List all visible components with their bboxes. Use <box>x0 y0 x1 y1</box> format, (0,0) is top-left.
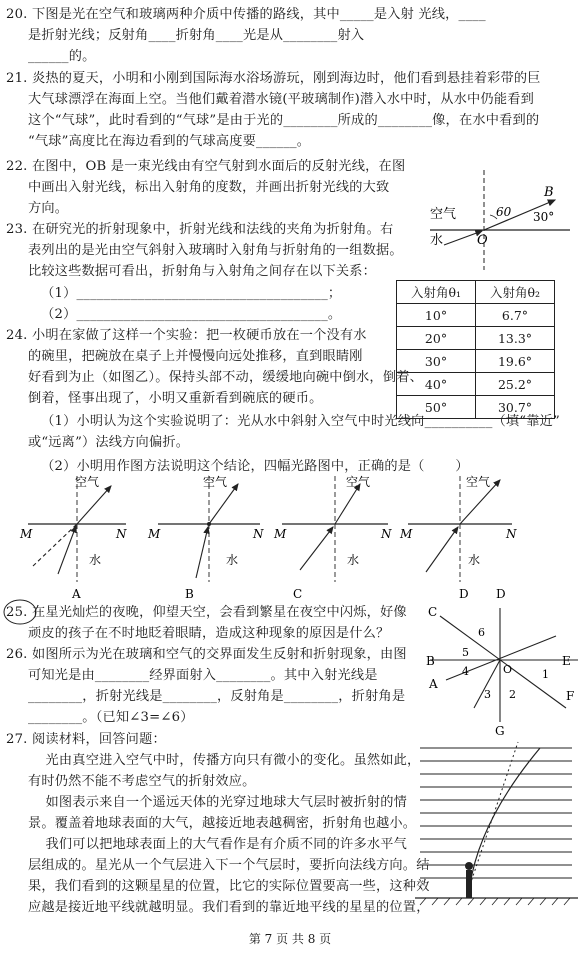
line-10: 方向。 <box>6 201 69 216</box>
q26-angle-1: 1 <box>542 668 549 681</box>
line-31: 有时仍然不能不考虑空气的折射效应。 <box>6 774 256 789</box>
line-6: 这个“气球”，此时看到的“气球”是由于光的________所成的________像，在水中看到的 <box>6 113 540 128</box>
line-29: 27. 阅读材料，回答问题： <box>6 732 166 747</box>
q24-option-b <box>147 474 264 601</box>
line-22: （2）小明用作图方法说明这个结论，四幅光路图中，正确的是（ ） <box>6 459 469 474</box>
q24-a-n: N <box>116 527 127 541</box>
q26-label-b: B <box>426 654 435 668</box>
q22-angle-60: 60 <box>496 205 512 219</box>
q27-figure <box>415 742 578 905</box>
line-15: （2）_____________________________________。 <box>6 307 342 322</box>
q24-c-air: 空气 <box>346 475 371 489</box>
q26-angle-2: 2 <box>509 688 516 701</box>
line-17: 的碗里，把碗放在桌子上并慢慢向远处推移，直到眼睛刚 <box>6 349 363 364</box>
q24-c-water: 水 <box>347 553 360 567</box>
q26-angle-3: 3 <box>484 688 491 701</box>
line-28: ________。（已知∠3=∠6） <box>6 710 194 725</box>
q26-angle-4: 4 <box>462 665 469 678</box>
line-23: 25. 在星光灿烂的夜晚，仰望天空，会看到繁星在夜空中闪烁，好像 <box>6 605 407 620</box>
line-34: 我们可以把地球表面上的大气看作是有介质不同的许多水平气 <box>6 837 407 852</box>
table-cell: 50° <box>397 396 476 419</box>
line-36: 果，我们看到的这颗星星的位置，比它的实际位置要高一些，这种效 <box>6 879 430 894</box>
table-cell: 10° <box>397 304 476 327</box>
table-header-1: 入射角θ₁ <box>397 281 476 304</box>
q24-a-label: A <box>72 587 81 601</box>
q24-d-m: M <box>400 527 413 541</box>
q24-a-water: 水 <box>89 553 102 567</box>
line-1: 20. 下图是光在空气和玻璃两种介质中传播的路线，其中_____是入射 光线，____ <box>6 7 486 22</box>
q24-d-label: D <box>459 587 469 601</box>
q24-figures <box>19 474 517 601</box>
line-18: 好看到为止（如图乙）。保持头部不动，缓缓地向碗中倒水，倒着、 <box>6 370 423 385</box>
q24-d-water: 水 <box>468 553 481 567</box>
line-9: 中画出入射光线，标出入射角的度数，并画出折射光线的大致 <box>6 180 390 195</box>
q22-air-label: 空气 <box>430 207 457 222</box>
q24-b-label: B <box>185 587 194 601</box>
q24-d-air: 空气 <box>466 475 491 489</box>
line-32: 如图表示来自一个遥远天体的光穿过地球大气层时被折射的情 <box>6 795 407 810</box>
line-16: 24. 小明在家做了这样一个实验：把一枚硬币放在一个没有水 <box>6 328 367 343</box>
line-14: （1）_____________________________________； <box>6 286 342 301</box>
line-4: 21. 炎热的夏天，小明和小刚到国际海水浴场游玩，刚到海边时，他们看到悬挂着彩带的巨 <box>6 71 541 86</box>
q26-label-g: G <box>495 724 505 738</box>
q26-label-a: A <box>429 677 438 691</box>
q24-c-m: M <box>274 527 287 541</box>
q26-label-o: O <box>503 663 513 676</box>
table-cell: 30° <box>397 350 476 373</box>
line-13: 比较这些数据可看出，折射角与入射角之间存在以下关系： <box>6 264 377 279</box>
q26-label-e: E <box>562 654 571 668</box>
q22-angle-30: 30° <box>533 210 555 224</box>
q24-option-d <box>399 474 517 601</box>
q24-d-n: N <box>506 527 517 541</box>
q24-b-n: N <box>253 527 264 541</box>
line-8: 22. 在图中，OB 是一束光线由有空气射到水面后的反射光线，在图 <box>6 159 406 174</box>
line-12: 表列出的是光由空气斜射入玻璃时入射角与折射角的一组数据。 <box>6 243 403 258</box>
q24-b-air: 空气 <box>203 475 228 489</box>
page-footer: 第 7 页 共 8 页 <box>248 932 332 946</box>
q22-b-label: B <box>544 185 554 200</box>
q24-b-water: 水 <box>226 553 239 567</box>
line-2: 是折射光线；反射角____折射角____光是从________射入 <box>6 28 365 43</box>
line-35: 层组成的。星光从一个气层进入下一个气层时，要折向法线方向。结 <box>6 858 430 873</box>
table-cell: 6.7° <box>476 304 555 327</box>
q22-water-label: 水 <box>430 233 444 248</box>
line-25: 26. 如图所示为光在玻璃和空气的交界面发生反射和折射现象，由图 <box>6 647 407 662</box>
q26-label-d: D <box>496 587 506 601</box>
q24-b-m: M <box>148 527 161 541</box>
q24-option-a <box>19 474 127 601</box>
line-21: 或“远离”）法线方向偏折。 <box>6 435 190 450</box>
line-24: 顽皮的孩子在不时地眨着眼睛，造成这种现象的原因是什么？ <box>6 626 390 641</box>
line-3: ______的。 <box>6 49 96 64</box>
q26-figure <box>426 587 578 738</box>
table-cell: 25.2° <box>476 373 555 396</box>
table-cell: 30.7° <box>476 396 555 419</box>
q26-angle-6: 6 <box>478 626 485 639</box>
line-7: “气球”高度比在海边看到的气球高度要______。 <box>6 134 311 149</box>
table-cell: 40° <box>397 373 476 396</box>
line-19: 倒着，怪事出现了，小明又重新看到碗底的硬币。 <box>6 391 323 406</box>
line-5: 大气球漂浮在海面上空。当他们戴着潜水镜(平玻璃制作)潜入水中时，从水中仍能看到 <box>6 92 534 107</box>
q24-c-label: C <box>293 587 303 601</box>
table-header-2: 入射角θ₂ <box>476 281 555 304</box>
line-26: 可知光是由________经界面射入________。其中入射光线是 <box>6 668 378 683</box>
q24-a-air: 空气 <box>75 475 100 489</box>
q26-angle-5: 5 <box>462 646 469 659</box>
q24-c-n: N <box>381 527 392 541</box>
table-cell: 20° <box>397 327 476 350</box>
q24-option-c <box>273 474 392 601</box>
q24-a-m: M <box>20 527 33 541</box>
line-11: 23. 在研究光的折射现象中，折射光线和法线的夹角为折射角。右 <box>6 222 394 237</box>
table-cell: 19.6° <box>476 350 555 373</box>
line-30: 光由真空进入空气中时，传播方向只有微小的变化。虽然如此， <box>6 753 421 768</box>
q22-figure <box>430 170 570 270</box>
q26-label-f: F <box>566 689 575 703</box>
table-cell: 13.3° <box>476 327 555 350</box>
line-27: ________，折射光线是________，反射角是________，折射角是 <box>6 689 406 704</box>
line-37: 应越是接近地平线就越明显。我们看到的靠近地平线的星星的位置， <box>6 900 430 915</box>
line-33: 景。覆盖着地球表面的大气，越接近地表越稠密，折射角也越小。 <box>6 816 417 831</box>
q26-label-c: C <box>428 605 438 619</box>
line-20: （1）小明认为这个实验说明了：光从水中斜射入空气中时光线向__________（填“靠近” <box>6 414 560 429</box>
q25-circle-mark <box>4 600 36 624</box>
q22-o-label: O <box>477 233 488 248</box>
